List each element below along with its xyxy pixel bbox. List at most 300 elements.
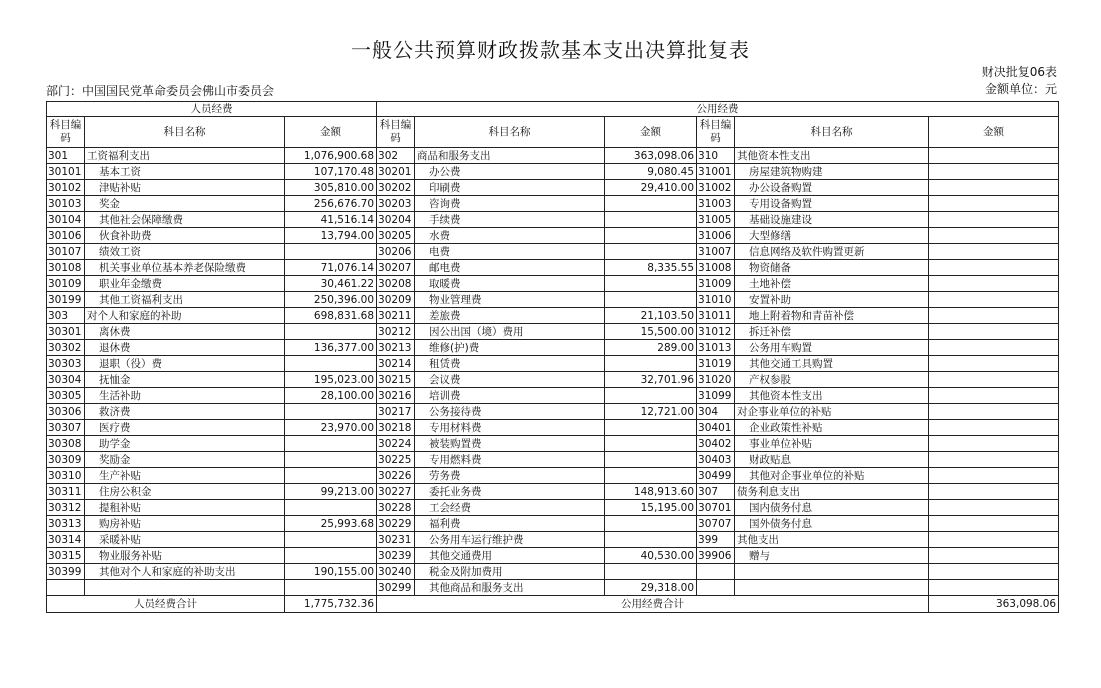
cell-name: 绩效工资 [85, 244, 285, 260]
cell-name: 产权参股 [735, 372, 929, 388]
table-row [47, 404, 1059, 420]
table-row [47, 276, 1059, 292]
table-row [47, 420, 1059, 436]
cell-amount [929, 276, 1059, 292]
table-row [47, 292, 1059, 308]
col-amount-header: 金额 [285, 117, 377, 148]
cell-code: 30215 [377, 372, 415, 388]
cell-amount: 15,195.00 [605, 500, 697, 516]
cell-code: 31006 [697, 228, 735, 244]
cell-code: 30306 [47, 404, 85, 420]
cell-code: 30311 [47, 484, 85, 500]
table-row [47, 548, 1059, 564]
cell-name: 企业政策性补贴 [735, 420, 929, 436]
cell-name: 物业管理费 [415, 292, 605, 308]
cell-name: 房屋建筑物购建 [735, 164, 929, 180]
cell-amount: 23,970.00 [285, 420, 377, 436]
cell-code: 30305 [47, 388, 85, 404]
cell-amount: 99,213.00 [285, 484, 377, 500]
cell-amount [929, 228, 1059, 244]
cell-code: 30108 [47, 260, 85, 276]
cell-amount: 41,516.14 [285, 212, 377, 228]
cell-name: 其他商品和服务支出 [415, 580, 605, 596]
cell-code: 30212 [377, 324, 415, 340]
cell-name: 培训费 [415, 388, 605, 404]
cell-amount [285, 324, 377, 340]
cell-amount: 363,098.06 [605, 148, 697, 164]
cell-amount [929, 244, 1059, 260]
public-total-amount: 363,098.06 [929, 596, 1059, 613]
cell-code: 31008 [697, 260, 735, 276]
cell-amount [929, 196, 1059, 212]
cell-amount [929, 148, 1059, 164]
cell-amount [929, 260, 1059, 276]
cell-amount [929, 212, 1059, 228]
cell-amount [605, 276, 697, 292]
table-row [47, 324, 1059, 340]
cell-code: 30217 [377, 404, 415, 420]
cell-name: 救济费 [85, 404, 285, 420]
cell-code: 304 [697, 404, 735, 420]
cell-amount [285, 244, 377, 260]
cell-amount [929, 468, 1059, 484]
cell-name: 税金及附加费用 [415, 564, 605, 580]
cell-amount: 305,810.00 [285, 180, 377, 196]
table-row [47, 212, 1059, 228]
cell-amount [285, 548, 377, 564]
cell-name: 取暖费 [415, 276, 605, 292]
cell-amount [605, 244, 697, 260]
table-row [47, 388, 1059, 404]
cell-name: 咨询费 [415, 196, 605, 212]
cell-name: 离休费 [85, 324, 285, 340]
cell-amount: 32,701.96 [605, 372, 697, 388]
col-code-header: 科目编码 [377, 117, 415, 148]
cell-amount [285, 356, 377, 372]
cell-name: 公务用车运行维护费 [415, 532, 605, 548]
col-name-header: 科目名称 [735, 117, 929, 148]
cell-name: 其他对个人和家庭的补助支出 [85, 564, 285, 580]
cell-code: 30315 [47, 548, 85, 564]
col-name-header: 科目名称 [85, 117, 285, 148]
cell-code: 30304 [47, 372, 85, 388]
cell-name: 印刷费 [415, 180, 605, 196]
cell-name: 津贴补贴 [85, 180, 285, 196]
personnel-total-amount: 1,775,732.36 [285, 596, 377, 613]
table-row [47, 308, 1059, 324]
cell-name [735, 580, 929, 596]
cell-name: 劳务费 [415, 468, 605, 484]
cell-name: 财政贴息 [735, 452, 929, 468]
cell-amount: 25,993.68 [285, 516, 377, 532]
cell-name: 基本工资 [85, 164, 285, 180]
cell-code: 31012 [697, 324, 735, 340]
personnel-total-label: 人员经费合计 [47, 596, 285, 613]
cell-amount: 29,318.00 [605, 580, 697, 596]
cell-name: 抚恤金 [85, 372, 285, 388]
cell-code: 30403 [697, 452, 735, 468]
cell-code: 30312 [47, 500, 85, 516]
cell-amount: 30,461.22 [285, 276, 377, 292]
cell-amount: 12,721.00 [605, 404, 697, 420]
cell-code: 30106 [47, 228, 85, 244]
cell-name: 其他对企事业单位的补贴 [735, 468, 929, 484]
public-total-label: 公用经费合计 [377, 596, 929, 613]
table-row [47, 260, 1059, 276]
cell-amount: 289.00 [605, 340, 697, 356]
cell-name: 助学金 [85, 436, 285, 452]
cell-code: 30107 [47, 244, 85, 260]
cell-code: 30213 [377, 340, 415, 356]
cell-name: 地上附着物和青苗补偿 [735, 308, 929, 324]
table-row [47, 244, 1059, 260]
table-row [47, 580, 1059, 596]
cell-name: 拆迁补偿 [735, 324, 929, 340]
cell-amount: 29,410.00 [605, 180, 697, 196]
cell-code: 31010 [697, 292, 735, 308]
cell-amount: 148,913.60 [605, 484, 697, 500]
cell-name: 其他交通工具购置 [735, 356, 929, 372]
cell-code: 31005 [697, 212, 735, 228]
cell-code: 301 [47, 148, 85, 164]
table-row [47, 484, 1059, 500]
cell-code: 30707 [697, 516, 735, 532]
cell-amount: 698,831.68 [285, 308, 377, 324]
cell-amount: 21,103.50 [605, 308, 697, 324]
cell-name: 赠与 [735, 548, 929, 564]
cell-amount [929, 308, 1059, 324]
cell-amount [929, 180, 1059, 196]
cell-code: 30299 [377, 580, 415, 596]
cell-name: 专用燃料费 [415, 452, 605, 468]
cell-name: 公务接待费 [415, 404, 605, 420]
cell-name: 专用设备购置 [735, 196, 929, 212]
cell-code: 31020 [697, 372, 735, 388]
section-public: 公用经费 [377, 102, 1059, 117]
cell-code: 30204 [377, 212, 415, 228]
col-amount-header: 金额 [929, 117, 1059, 148]
cell-code: 30227 [377, 484, 415, 500]
cell-amount: 195,023.00 [285, 372, 377, 388]
totals-row [47, 596, 1059, 613]
cell-amount [929, 500, 1059, 516]
cell-name: 办公费 [415, 164, 605, 180]
col-code-header: 科目编码 [47, 117, 85, 148]
cell-code: 30307 [47, 420, 85, 436]
section-personnel: 人员经费 [47, 102, 377, 117]
cell-amount: 136,377.00 [285, 340, 377, 356]
cell-code: 30104 [47, 212, 85, 228]
col-code-header: 科目编码 [697, 117, 735, 148]
cell-code: 30203 [377, 196, 415, 212]
cell-amount: 8,335.55 [605, 260, 697, 276]
cell-code: 31009 [697, 276, 735, 292]
table-row [47, 164, 1059, 180]
cell-amount: 107,170.48 [285, 164, 377, 180]
cell-code: 31002 [697, 180, 735, 196]
cell-name: 其他资本性支出 [735, 388, 929, 404]
cell-name: 国内债务付息 [735, 500, 929, 516]
cell-name: 委托业务费 [415, 484, 605, 500]
cell-code: 30310 [47, 468, 85, 484]
cell-name: 福利费 [415, 516, 605, 532]
cell-code [47, 580, 85, 596]
cell-name: 公务用车购置 [735, 340, 929, 356]
cell-amount [929, 532, 1059, 548]
cell-amount [285, 532, 377, 548]
cell-amount [929, 484, 1059, 500]
cell-name: 医疗费 [85, 420, 285, 436]
cell-amount: 71,076.14 [285, 260, 377, 276]
cell-code: 30206 [377, 244, 415, 260]
cell-amount [929, 516, 1059, 532]
cell-code: 31019 [697, 356, 735, 372]
cell-amount [929, 436, 1059, 452]
cell-code [697, 564, 735, 580]
cell-code: 30301 [47, 324, 85, 340]
cell-name: 工资福利支出 [85, 148, 285, 164]
cell-name: 因公出国（境）费用 [415, 324, 605, 340]
cell-code: 30202 [377, 180, 415, 196]
cell-amount [929, 388, 1059, 404]
cell-code: 31011 [697, 308, 735, 324]
cell-name: 其他工资福利支出 [85, 292, 285, 308]
cell-name: 住房公积金 [85, 484, 285, 500]
cell-amount [605, 228, 697, 244]
table-row [47, 372, 1059, 388]
section-header-row [47, 102, 1059, 117]
cell-code: 30701 [697, 500, 735, 516]
cell-amount [285, 436, 377, 452]
cell-amount [929, 372, 1059, 388]
cell-amount [285, 404, 377, 420]
cell-name: 对企事业单位的补贴 [735, 404, 929, 420]
cell-name [85, 580, 285, 596]
cell-name: 职业年金缴费 [85, 276, 285, 292]
table-row [47, 564, 1059, 580]
cell-amount [605, 516, 697, 532]
amount-unit: 金额单位：元 [984, 82, 1057, 96]
table-row [47, 196, 1059, 212]
cell-amount [929, 420, 1059, 436]
cell-code: 302 [377, 148, 415, 164]
cell-name: 商品和服务支出 [415, 148, 605, 164]
cell-name: 购房补贴 [85, 516, 285, 532]
cell-code: 30302 [47, 340, 85, 356]
cell-name [735, 564, 929, 580]
page-title: 一般公共预算财政拨款基本支出决算批复表 [351, 38, 750, 62]
cell-code: 30211 [377, 308, 415, 324]
cell-name: 基础设施建设 [735, 212, 929, 228]
cell-code: 30240 [377, 564, 415, 580]
cell-code: 310 [697, 148, 735, 164]
table-row [47, 340, 1059, 356]
cell-name: 邮电费 [415, 260, 605, 276]
cell-code: 30313 [47, 516, 85, 532]
cell-amount [605, 196, 697, 212]
table-row [47, 452, 1059, 468]
cell-name: 采暖补贴 [85, 532, 285, 548]
cell-amount [929, 340, 1059, 356]
cell-name: 退职（役）费 [85, 356, 285, 372]
cell-amount [929, 356, 1059, 372]
table-row [47, 500, 1059, 516]
cell-code: 30103 [47, 196, 85, 212]
cell-amount: 1,076,900.68 [285, 148, 377, 164]
cell-code: 30208 [377, 276, 415, 292]
cell-amount [285, 468, 377, 484]
cell-name: 对个人和家庭的补助 [85, 308, 285, 324]
cell-amount: 15,500.00 [605, 324, 697, 340]
cell-code: 30401 [697, 420, 735, 436]
cell-amount [285, 500, 377, 516]
cell-code [697, 580, 735, 596]
cell-amount [929, 580, 1059, 596]
cell-code: 30218 [377, 420, 415, 436]
cell-name: 伙食补助费 [85, 228, 285, 244]
cell-name: 生活补助 [85, 388, 285, 404]
cell-amount: 40,530.00 [605, 548, 697, 564]
cell-code: 31013 [697, 340, 735, 356]
cell-code: 30231 [377, 532, 415, 548]
cell-code: 30209 [377, 292, 415, 308]
cell-code: 30201 [377, 164, 415, 180]
cell-name: 物业服务补贴 [85, 548, 285, 564]
cell-amount [605, 356, 697, 372]
cell-amount: 28,100.00 [285, 388, 377, 404]
cell-name: 租赁费 [415, 356, 605, 372]
cell-code: 30303 [47, 356, 85, 372]
cell-amount [605, 420, 697, 436]
cell-name: 专用材料费 [415, 420, 605, 436]
cell-name: 物资储备 [735, 260, 929, 276]
cell-amount [285, 452, 377, 468]
cell-amount [605, 212, 697, 228]
cell-amount [929, 452, 1059, 468]
department-label: 部门：中国国民党革命委员会佛山市委员会 [46, 84, 275, 98]
cell-amount [605, 436, 697, 452]
cell-code: 30309 [47, 452, 85, 468]
cell-name: 提租补贴 [85, 500, 285, 516]
cell-code: 30214 [377, 356, 415, 372]
budget-table [46, 101, 1059, 613]
cell-amount [605, 468, 697, 484]
cell-code: 30239 [377, 548, 415, 564]
cell-code: 39906 [697, 548, 735, 564]
cell-code: 30205 [377, 228, 415, 244]
cell-code: 30399 [47, 564, 85, 580]
cell-name: 办公设备购置 [735, 180, 929, 196]
cell-amount: 9,080.45 [605, 164, 697, 180]
cell-amount [929, 548, 1059, 564]
cell-name: 退休费 [85, 340, 285, 356]
table-row [47, 148, 1059, 164]
cell-amount [605, 388, 697, 404]
table-row [47, 532, 1059, 548]
table-row [47, 436, 1059, 452]
cell-name: 差旅费 [415, 308, 605, 324]
cell-code: 30207 [377, 260, 415, 276]
table-row [47, 468, 1059, 484]
cell-code: 30499 [697, 468, 735, 484]
cell-name: 水费 [415, 228, 605, 244]
cell-code: 399 [697, 532, 735, 548]
cell-name: 事业单位补贴 [735, 436, 929, 452]
cell-code: 30314 [47, 532, 85, 548]
cell-name: 安置补助 [735, 292, 929, 308]
cell-amount [605, 452, 697, 468]
cell-name: 机关事业单位基本养老保险缴费 [85, 260, 285, 276]
cell-name: 维修(护)费 [415, 340, 605, 356]
cell-code: 30216 [377, 388, 415, 404]
cell-amount [605, 292, 697, 308]
cell-code: 30101 [47, 164, 85, 180]
cell-code: 31001 [697, 164, 735, 180]
col-name-header: 科目名称 [415, 117, 605, 148]
table-row [47, 180, 1059, 196]
column-header-row [47, 117, 1059, 148]
cell-amount [929, 324, 1059, 340]
cell-code: 30224 [377, 436, 415, 452]
cell-name: 奖励金 [85, 452, 285, 468]
cell-name: 大型修缮 [735, 228, 929, 244]
cell-name: 其他交通费用 [415, 548, 605, 564]
cell-code: 31007 [697, 244, 735, 260]
cell-name: 奖金 [85, 196, 285, 212]
cell-code: 30229 [377, 516, 415, 532]
cell-name: 其他支出 [735, 532, 929, 548]
cell-name: 会议费 [415, 372, 605, 388]
form-number: 财决批复06表 [981, 65, 1057, 79]
cell-amount: 256,676.70 [285, 196, 377, 212]
cell-name: 工会经费 [415, 500, 605, 516]
cell-name: 土地补偿 [735, 276, 929, 292]
cell-code: 303 [47, 308, 85, 324]
cell-amount [929, 404, 1059, 420]
cell-amount [605, 564, 697, 580]
cell-name: 电费 [415, 244, 605, 260]
cell-code: 30102 [47, 180, 85, 196]
cell-amount: 190,155.00 [285, 564, 377, 580]
cell-code: 30199 [47, 292, 85, 308]
cell-name: 其他社会保障缴费 [85, 212, 285, 228]
cell-code: 307 [697, 484, 735, 500]
cell-code: 30402 [697, 436, 735, 452]
cell-amount: 13,794.00 [285, 228, 377, 244]
cell-amount [929, 164, 1059, 180]
cell-code: 31003 [697, 196, 735, 212]
cell-code: 30225 [377, 452, 415, 468]
cell-name: 手续费 [415, 212, 605, 228]
col-amount-header: 金额 [605, 117, 697, 148]
cell-name: 信息网络及软件购置更新 [735, 244, 929, 260]
cell-amount [605, 532, 697, 548]
cell-code: 30109 [47, 276, 85, 292]
cell-name: 债务利息支出 [735, 484, 929, 500]
cell-amount [285, 580, 377, 596]
cell-amount [929, 292, 1059, 308]
cell-code: 31099 [697, 388, 735, 404]
cell-name: 生产补贴 [85, 468, 285, 484]
table-row [47, 228, 1059, 244]
cell-amount: 250,396.00 [285, 292, 377, 308]
cell-name: 被装购置费 [415, 436, 605, 452]
table-row [47, 356, 1059, 372]
table-row [47, 516, 1059, 532]
cell-code: 30308 [47, 436, 85, 452]
cell-code: 30228 [377, 500, 415, 516]
cell-name: 其他资本性支出 [735, 148, 929, 164]
